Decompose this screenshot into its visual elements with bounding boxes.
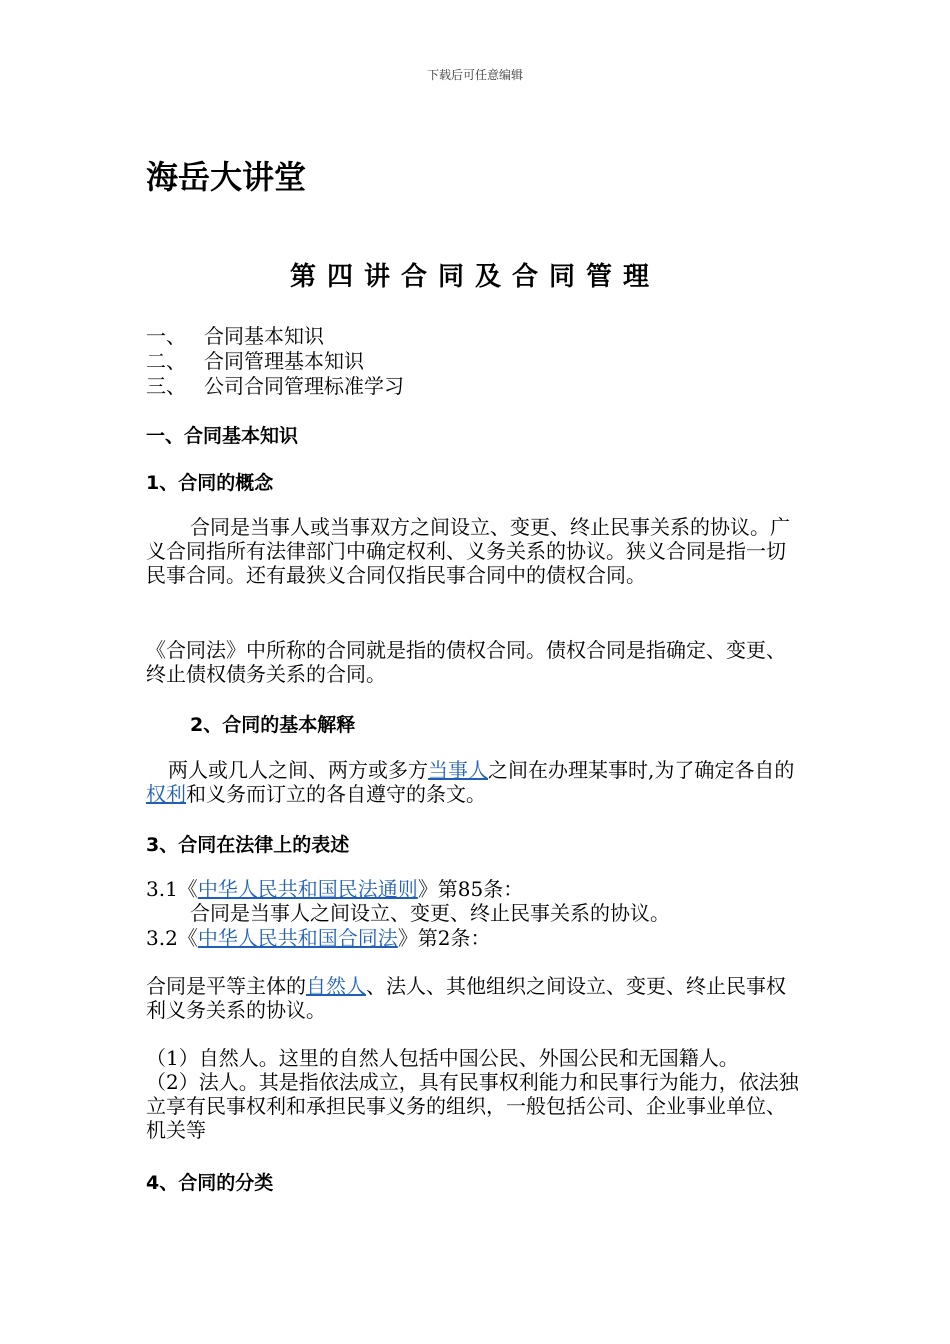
ref-prefix: 3.1《 xyxy=(146,877,198,901)
text-segment: 之间在办理某事时,为了确定各自的 xyxy=(488,758,795,782)
toc-number: 三、 xyxy=(146,374,186,398)
toc-number: 二、 xyxy=(146,349,186,373)
ref-suffix: 》第85条： xyxy=(417,877,524,901)
section-heading: 一、合同基本知识 xyxy=(146,425,299,447)
legal-reference-1 xyxy=(146,877,523,901)
link-contract-law[interactable]: 中华人民共和国合同法 xyxy=(197,926,398,950)
subsection-heading-3: 3、合同在法律上的表述 xyxy=(146,834,350,856)
text-segment: 、法人、其他组织之间设立、变更、终止民事权利义务关系的协议。 xyxy=(146,974,786,1022)
ref-suffix: 》第2条： xyxy=(397,926,491,950)
toc-item-1 xyxy=(146,324,324,348)
text-segment: 和义务而订立的各自遵守的条文。 xyxy=(186,782,486,806)
toc-label: 合同基本知识 xyxy=(204,324,324,348)
header-note: 下载后可任意编辑 xyxy=(426,68,523,82)
text-segment: 两人或几人之间、两方或多方 xyxy=(168,758,428,782)
toc-item-2 xyxy=(146,349,364,373)
subsection-heading-4: 4、合同的分类 xyxy=(146,1172,274,1194)
toc-item-3 xyxy=(146,374,404,398)
toc-label: 公司合同管理标准学习 xyxy=(204,374,404,398)
ref-prefix: 3.2《 xyxy=(146,926,198,950)
concept-paragraph: 合同是当事人或当事双方之间设立、变更、终止民事关系的协议。广义合同指所有法律部门中确定权利、义务关系的协议。狭义合同是指一切民事合同。还有最狭义合同仅指民事合同中的债权合同。 xyxy=(146,515,790,587)
legal-reference-1-text: 合同是当事人之间设立、变更、终止民事关系的协议。 xyxy=(190,901,670,925)
toc-number: 一、 xyxy=(146,324,186,348)
link-party[interactable]: 当事人 xyxy=(428,758,488,782)
subsection-heading-2: 2、合同的基本解释 xyxy=(190,714,356,736)
link-civil-law-general-principles[interactable]: 中华人民共和国民法通则 xyxy=(197,877,418,901)
brand-title: 海岳大讲堂 xyxy=(146,158,307,196)
legal-reference-2 xyxy=(146,926,491,950)
basic-explanation-paragraph xyxy=(146,758,802,806)
subsection-heading-1: 1、合同的概念 xyxy=(146,472,274,494)
contract-law-paragraph: 《合同法》中所称的合同就是指的债权合同。债权合同是指确定、变更、终止债权债务关系的合同。 xyxy=(146,638,786,686)
link-rights[interactable]: 权利 xyxy=(146,782,186,806)
toc-label: 合同管理基本知识 xyxy=(204,349,364,373)
text-segment: 合同是平等主体的 xyxy=(146,974,306,998)
list-item-legal-person: （2）法人。其是指依法成立，具有民事权利能力和民事行为能力，依法独立享有民事权利和承担民事义务的组织，一般包括公司、企业事业单位、机关等 xyxy=(146,1070,799,1142)
contract-definition-paragraph xyxy=(146,974,802,1022)
list-item-natural-person: （1）自然人。这里的自然人包括中国公民、外国公民和无国籍人。 xyxy=(146,1046,739,1070)
lecture-title: 第四讲合同及合同管理 xyxy=(289,262,660,292)
link-natural-person[interactable]: 自然人 xyxy=(306,974,366,998)
